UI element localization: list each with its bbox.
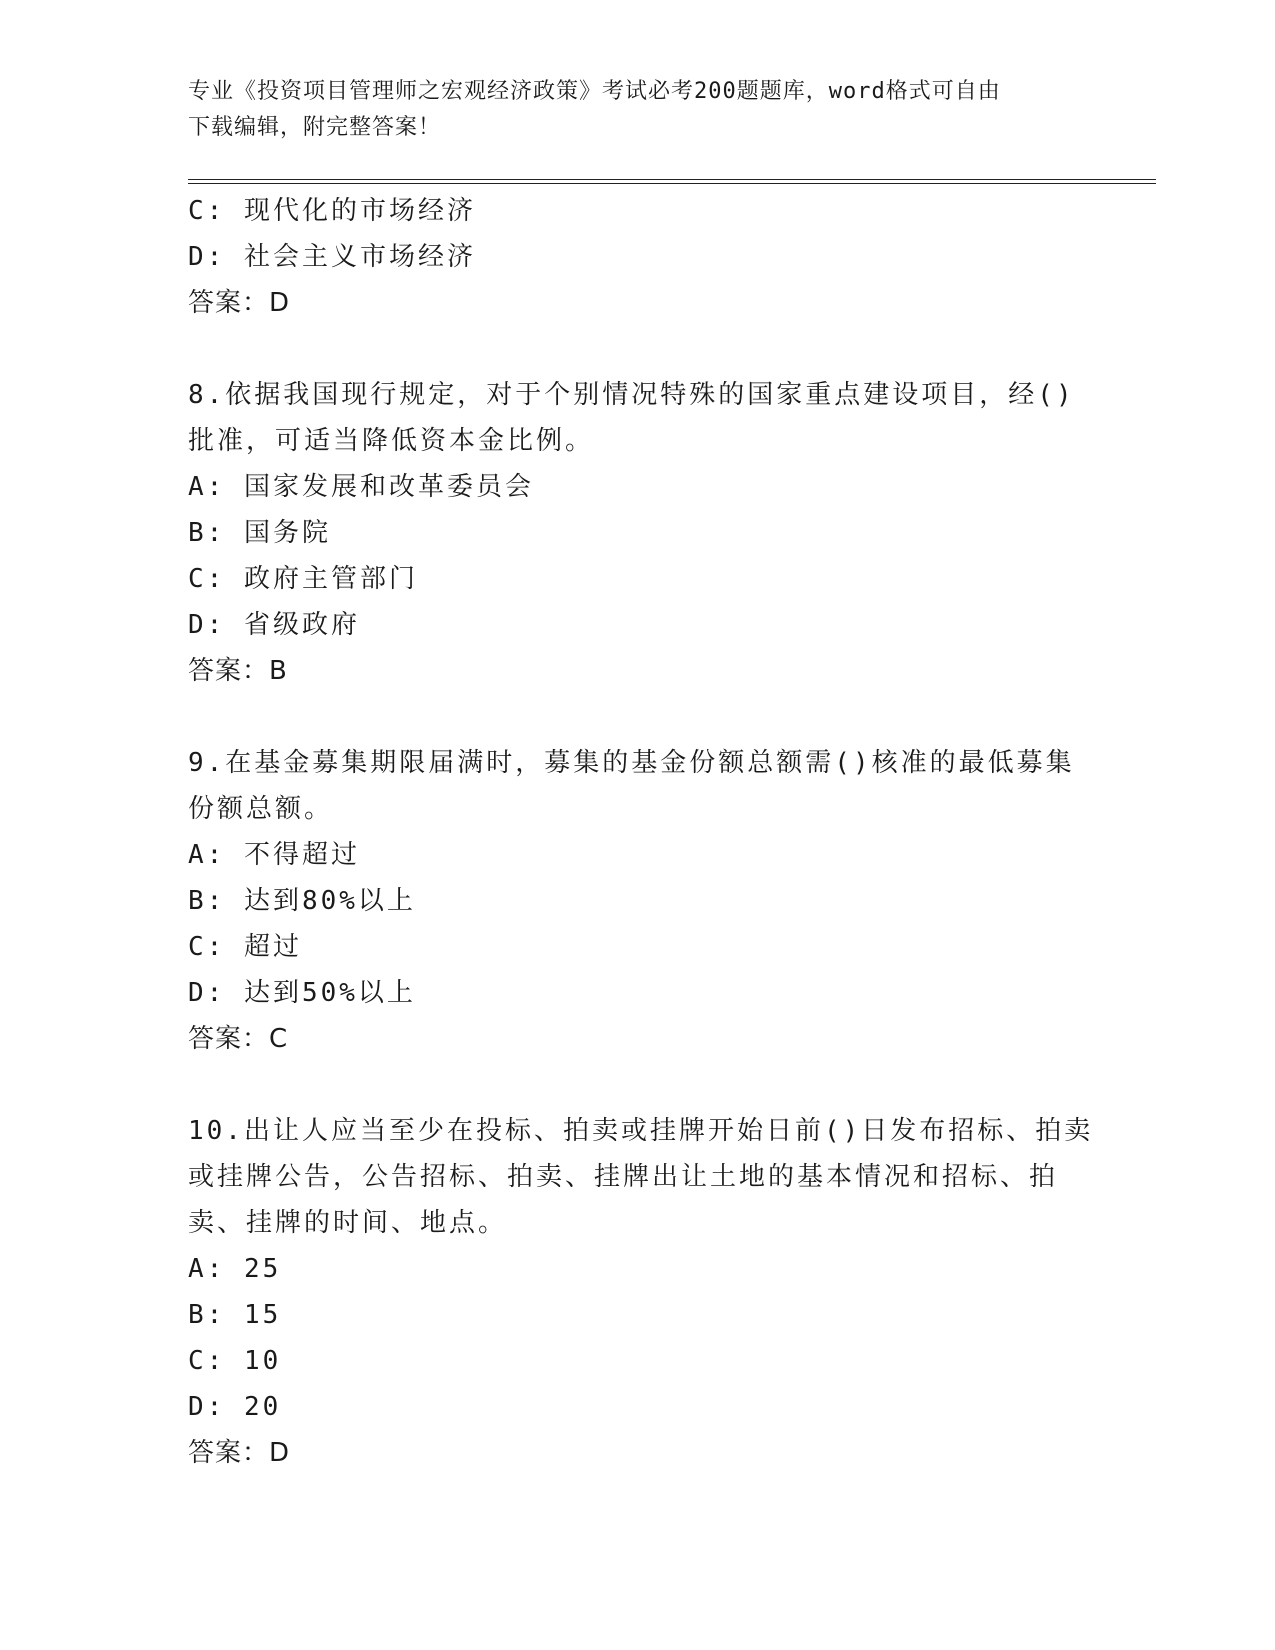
option-a: A: 25 bbox=[188, 1254, 282, 1284]
header-rule-bottom bbox=[188, 183, 1156, 184]
document-body bbox=[188, 188, 1094, 1476]
option-b: B: 达到80%以上 bbox=[188, 886, 416, 916]
option-b: B: 国务院 bbox=[188, 518, 331, 548]
spacer bbox=[188, 326, 1088, 372]
question-10 bbox=[188, 1108, 1094, 1476]
option-d: D: 省级政府 bbox=[188, 610, 360, 640]
spacer bbox=[188, 694, 1088, 740]
question-line: 卖、挂牌的时间、地点。 bbox=[188, 1208, 508, 1238]
question-line: 10.出让人应当至少在投标、拍卖或挂牌开始日前()日发布招标、拍卖 bbox=[188, 1116, 1094, 1146]
option-b: B: 15 bbox=[188, 1300, 282, 1330]
question-text bbox=[188, 372, 1088, 464]
option-d: D: 20 bbox=[188, 1392, 282, 1422]
option-d: D: 社会主义市场经济 bbox=[188, 242, 476, 272]
spacer bbox=[188, 1062, 1088, 1108]
question-line: 9.在基金募集期限届满时，募集的基金份额总额需()核准的最低募集 bbox=[188, 748, 1075, 778]
question-line: 批准，可适当降低资本金比例。 bbox=[188, 426, 595, 456]
option-c: C: 政府主管部门 bbox=[188, 564, 418, 594]
header-line-2: 下载编辑，附完整答案！ bbox=[188, 115, 442, 140]
option-c: C: 现代化的市场经济 bbox=[188, 196, 476, 226]
option-a: A: 国家发展和改革委员会 bbox=[188, 472, 534, 502]
answer-line: 答案：D bbox=[188, 288, 291, 318]
option-a: A: 不得超过 bbox=[188, 840, 360, 870]
answer-line: 答案：C bbox=[188, 1024, 289, 1054]
document-header bbox=[188, 74, 1068, 146]
question-line: 或挂牌公告，公告招标、拍卖、挂牌出让土地的基本情况和招标、拍 bbox=[188, 1162, 1059, 1192]
header-rule-top bbox=[188, 179, 1156, 180]
option-d: D: 达到50%以上 bbox=[188, 978, 416, 1008]
option-c: C: 10 bbox=[188, 1346, 282, 1376]
answer-line: 答案：B bbox=[188, 656, 288, 686]
question-text bbox=[188, 740, 1088, 832]
question-8 bbox=[188, 372, 1088, 694]
question-9 bbox=[188, 740, 1088, 1062]
question-7-continued bbox=[188, 188, 1088, 326]
question-line: 8.依据我国现行规定，对于个别情况特殊的国家重点建设项目，经() bbox=[188, 380, 1075, 410]
answer-line: 答案：D bbox=[188, 1438, 291, 1468]
option-c: C: 超过 bbox=[188, 932, 302, 962]
question-text bbox=[188, 1108, 1094, 1246]
header-line-1: 专业《投资项目管理师之宏观经济政策》考试必考200题题库，word格式可自由 bbox=[188, 79, 1001, 104]
question-line: 份额总额。 bbox=[188, 794, 334, 824]
